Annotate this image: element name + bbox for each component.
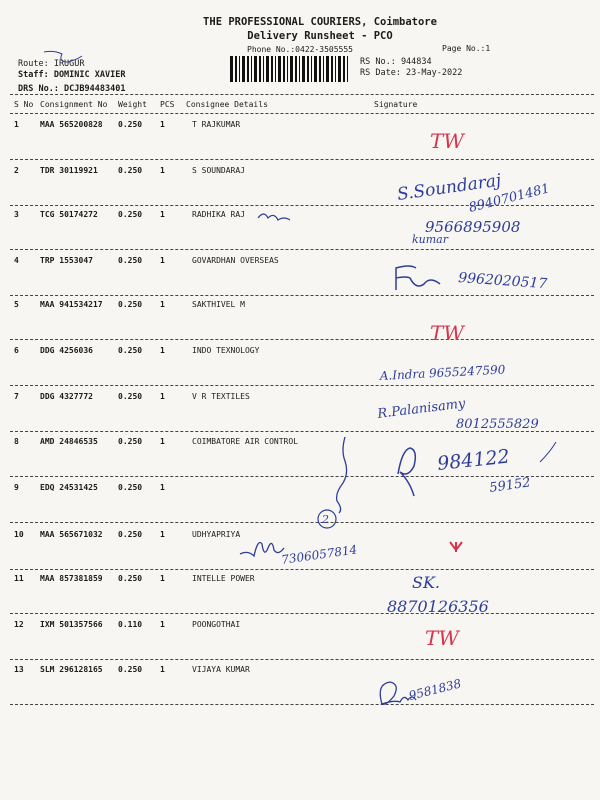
col-header-consignee: Consignee Details [186, 100, 268, 109]
cell-sno: 13 [14, 665, 24, 674]
cell-pcs: 1 [160, 437, 165, 446]
col-header-signature: Signature [374, 100, 418, 109]
staff-name: Staff: DOMINIC XAVIER [18, 70, 126, 80]
signature-row-8-stroke [540, 442, 556, 462]
cell-consignee: V R TEXTILES [192, 392, 250, 401]
cell-pcs: 1 [160, 346, 165, 355]
cell-consignee: S SOUNDARAJ [192, 166, 245, 175]
cell-consignment-no: EDQ 24531425 [40, 483, 98, 492]
cell-weight: 0.250 [118, 665, 143, 674]
signature-row-2-name: S.Soundaraj [395, 170, 503, 205]
cell-pcs: 1 [160, 574, 165, 583]
col-header-weight: Weight [118, 100, 147, 109]
rs-date: RS Date: 23-May-2022 [360, 68, 463, 78]
cell-sno: 9 [14, 483, 19, 492]
signature-row-10-phone: 7306057814 [280, 542, 359, 567]
col-header-consignment: Consignment No [40, 100, 108, 109]
cell-consignee: SAKTHIVEL M [192, 300, 245, 309]
cell-weight: 0.250 [118, 392, 143, 401]
signature-row-4-phone: 9962020517 [457, 270, 548, 293]
cell-sno: 5 [14, 300, 19, 309]
signature-row-10-circle-number: 2 [322, 513, 329, 526]
cell-pcs: 1 [160, 120, 165, 129]
cell-pcs: 1 [160, 530, 165, 539]
cell-consignment-no: DDG 4256036 [40, 346, 93, 355]
cell-pcs: 1 [160, 392, 165, 401]
signature-row-5: TW [430, 321, 464, 345]
cell-pcs: 1 [160, 300, 165, 309]
cell-consignment-no: TDR 30119921 [40, 166, 98, 175]
cell-consignee: T RAJKUMAR [192, 120, 241, 129]
cell-weight: 0.250 [118, 483, 143, 492]
cell-weight: 0.250 [118, 120, 143, 129]
cell-sno: 6 [14, 346, 19, 355]
cell-weight: 0.250 [118, 574, 143, 583]
cell-weight: 0.250 [118, 346, 143, 355]
signature-row-6: A.Indra 9655247590 [379, 362, 506, 383]
signature-row-2-phone: 8940701481 [467, 181, 552, 216]
route: Route: IRUGUR [18, 59, 85, 69]
cell-consignment-no: IXM 501357566 [40, 620, 103, 629]
col-header-sno: S No [14, 100, 34, 109]
signature-row-10-scribble [240, 543, 284, 557]
cell-pcs: 1 [160, 620, 165, 629]
cell-consignee: INTELLE POWER [192, 574, 255, 583]
cell-consignee: RADHIKA RAJ [192, 210, 245, 219]
cell-pcs: 1 [160, 210, 165, 219]
cell-pcs: 1 [160, 166, 165, 175]
signature-row-13-phone: 9581838 [407, 676, 463, 703]
page-number: Page No.:1 [442, 44, 491, 53]
signature-row-11-initials: SK. [412, 573, 440, 592]
cell-sno: 2 [14, 166, 19, 175]
signature-row-3-scribble [258, 214, 290, 220]
document-title: Delivery Runsheet - PCO [247, 30, 393, 42]
rs-number: RS No.: 944834 [360, 57, 432, 67]
cell-sno: 8 [14, 437, 19, 446]
signature-row-3-phone: 9566895908 [425, 218, 521, 236]
cell-sno: 3 [14, 210, 19, 219]
cell-consignment-no: MAA 565671032 [40, 530, 103, 539]
signature-row-12: TW [425, 626, 459, 650]
signature-row-8-scribble [398, 448, 415, 496]
signature-row-8-number-b: 59152 [488, 475, 532, 496]
cell-consignment-no: TCG 50174272 [40, 210, 98, 219]
cell-sno: 11 [14, 574, 24, 583]
cell-consignment-no: MAA 857381859 [40, 574, 103, 583]
cell-pcs: 1 [160, 256, 165, 265]
col-header-pcs: PCS [160, 100, 175, 109]
cell-consignee: UDHYAPRIYA [192, 530, 241, 539]
signature-row-11-phone: 8870126356 [387, 597, 489, 616]
cell-consignment-no: MAA 565200828 [40, 120, 103, 129]
signature-row-8-arrow [337, 437, 347, 513]
cell-consignee: POONGOTHAI [192, 620, 241, 629]
cell-weight: 0.250 [118, 300, 143, 309]
route-scribble [44, 51, 82, 62]
company-name: THE PROFESSIONAL COURIERS, Coimbatore [203, 16, 437, 28]
cell-weight: 0.250 [118, 530, 143, 539]
signature-row-8-number-a: 984122 [436, 445, 511, 475]
signature-row-3-name: kumar [412, 233, 448, 246]
signature-row-4-scribble [396, 266, 440, 290]
cell-consignment-no: AMD 24846535 [40, 437, 98, 446]
cell-pcs: 1 [160, 665, 165, 674]
signature-row-10-red-mark [450, 542, 462, 552]
drs-number: DRS No.: DCJB94483401 [18, 84, 126, 94]
cell-sno: 7 [14, 392, 19, 401]
cell-pcs: 1 [160, 483, 165, 492]
cell-weight: 0.250 [118, 437, 143, 446]
signature-row-7-name: R.Palanisamy [376, 396, 467, 422]
cell-sno: 12 [14, 620, 24, 629]
cell-weight: 0.250 [118, 256, 143, 265]
cell-weight: 0.250 [118, 210, 143, 219]
phone-number: Phone No.:0422-3505555 [247, 45, 353, 54]
cell-sno: 4 [14, 256, 19, 265]
cell-consignee: COIMBATORE AIR CONTROL [192, 437, 298, 446]
cell-weight: 0.250 [118, 166, 143, 175]
cell-consignment-no: DDG 4327772 [40, 392, 93, 401]
cell-sno: 1 [14, 120, 19, 129]
cell-sno: 10 [14, 530, 24, 539]
cell-consignment-no: SLM 296128165 [40, 665, 103, 674]
cell-consignee: INDO TEXNOLOGY [192, 346, 260, 355]
cell-consignment-no: MAA 941534217 [40, 300, 103, 309]
signature-row-7-phone: 8012555829 [456, 417, 539, 432]
signature-row-1: TW [430, 129, 464, 153]
cell-consignment-no: TRP 1553047 [40, 256, 93, 265]
cell-consignee: VIJAYA KUMAR [192, 665, 250, 674]
cell-weight: 0.110 [118, 620, 143, 629]
cell-consignee: GOVARDHAN OVERSEAS [192, 256, 279, 265]
